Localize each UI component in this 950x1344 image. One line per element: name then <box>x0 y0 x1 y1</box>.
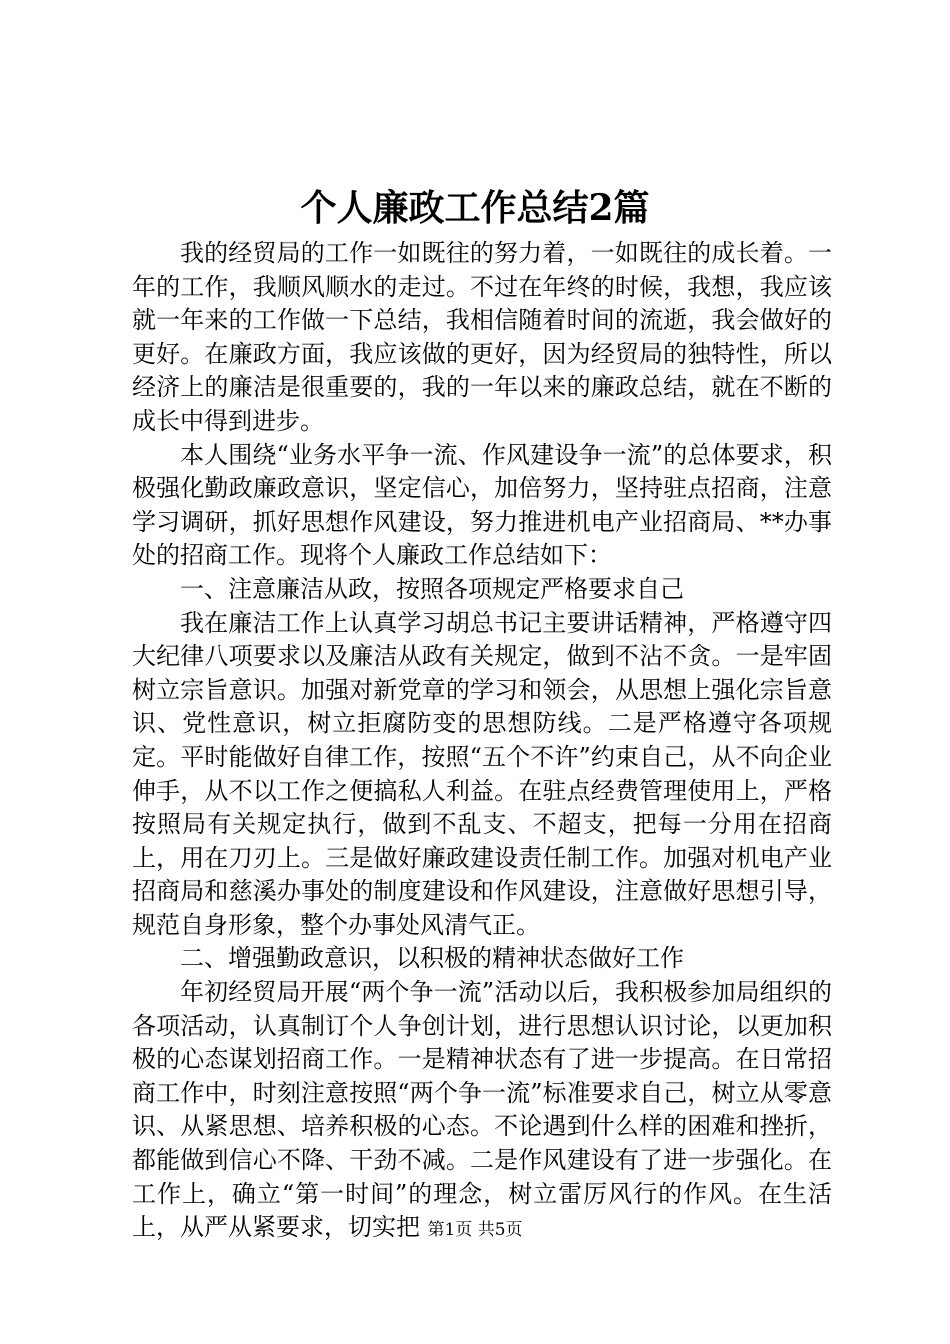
section-heading-1: 一、注意廉洁从政，按照各项规定严格要求自己 <box>180 574 684 603</box>
paragraph-section-2: 年初经贸局开展“两个争一流”活动以后，我积极参加局组织的各项活动，认真制订个人争创计划，进行思想认识讨论，以更加积极的心态谋划招商工作。一是精神状态有了进一步提高。在日常招商工作中，时刻注意按照“两个争一流”标准要求自己，树立从零意识、从紧思想、培养积极的心态。不论遇到什么样的困难和挫折，都能做到信心不降、干劲不减。二是作风建设有了进一步强化。在工作上，确立“第一时间”的理念，树立雷厉风行的作风。在生活上，从严从紧要求，切实把 <box>132 978 832 1242</box>
document-title: 个人廉政工作总结2篇 <box>300 187 650 229</box>
page-number: 第1页 共5页 <box>427 1220 523 1240</box>
paragraph-section-1: 我在廉洁工作上认真学习胡总书记主要讲话精神，严格遵守四大纪律八项要求以及廉洁从政有关规定，做到不沾不贪。一是牢固树立宗旨意识。加强对新党章的学习和领会，从思想上强化宗旨意识、党性意识，树立拒腐防变的思想防线。二是严格遵守各项规定。平时能做好自律工作，按照“五个不许”约束自己，从不向企业伸手，从不以工作之便搞私人利益。在驻点经费管理使用上，严格按照局有关规定执行，做到不乱支、不超支，把每一分用在招商上，用在刀刃上。三是做好廉政建设责任制工作。加强对机电产业招商局和慈溪办事处的制度建设和作风建设，注意做好思想引导，规范自身形象，整个办事处风清气正。 <box>132 608 832 939</box>
paragraph-intro: 我的经贸局的工作一如既往的努力着，一如既往的成长着。一年的工作，我顺风顺水的走过。不过在年终的时候，我想，我应该就一年来的工作做一下总结，我相信随着时间的流逝，我会做好的更好。在廉政方面，我应该做的更好，因为经贸局的独特性，所以经济上的廉洁是很重要的，我的一年以来的廉政总结，就在不断的成长中得到进步。 <box>132 239 832 435</box>
document-body <box>132 237 832 1245</box>
section-heading-2: 二、增强勤政意识，以积极的精神状态做好工作 <box>180 944 684 973</box>
paragraph-overview: 本人围绕“业务水平争一流、作风建设争一流”的总体要求，积极强化勤政廉政意识，坚定信心，加倍努力，坚持驻点招商，注意学习调研，抓好思想作风建设，努力推进机电产业招商局、**办事处的招商工作。现将个人廉政工作总结如下： <box>132 440 832 570</box>
